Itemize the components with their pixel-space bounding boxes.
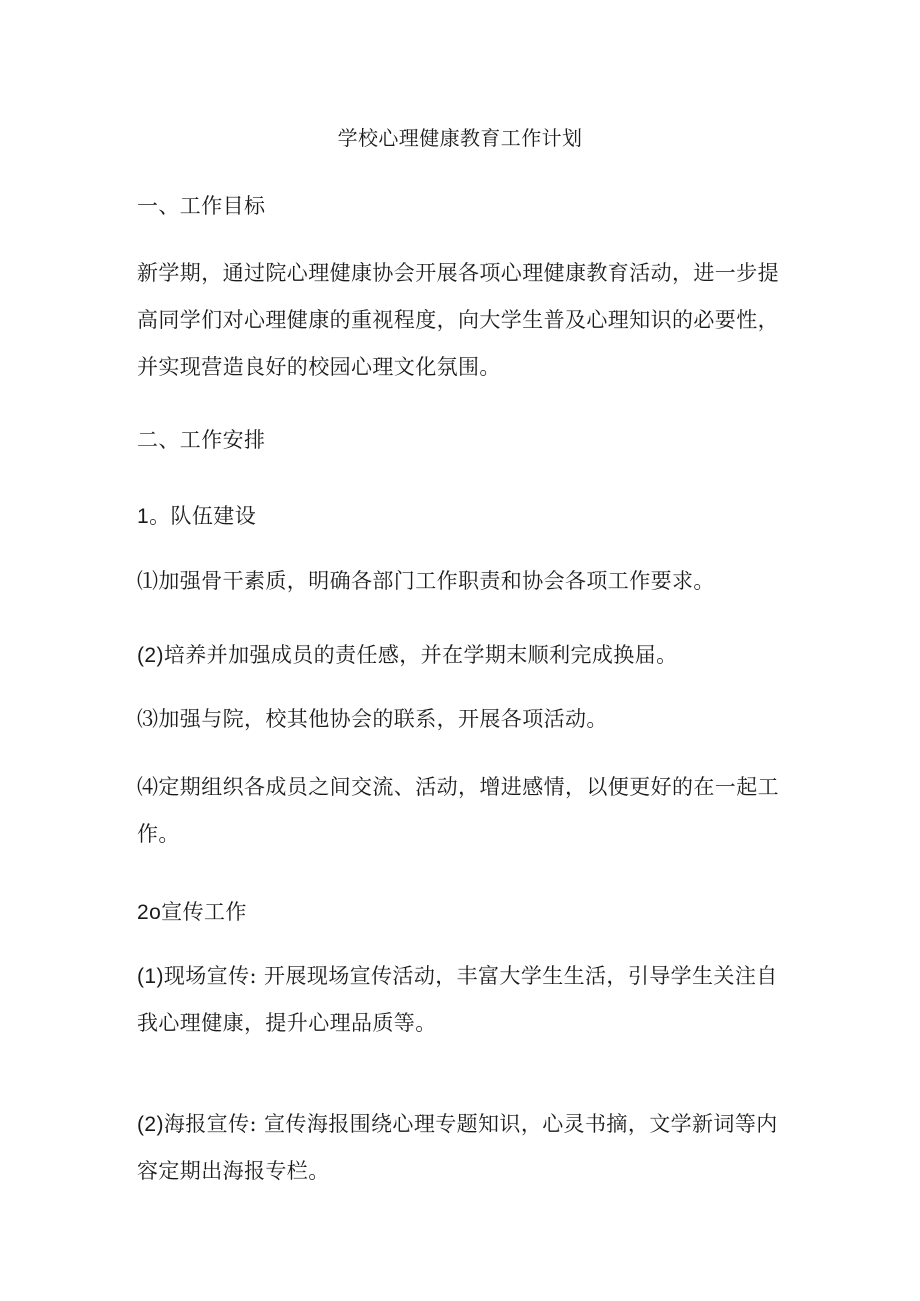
subsection-1-number: 1: [137, 505, 150, 528]
publicity-item-1: [137, 953, 797, 1047]
paragraph-line: 容定期出海报专栏。: [137, 1159, 330, 1183]
section-1-paragraph: [137, 250, 797, 391]
subsection-1-heading: [137, 502, 256, 531]
publicity-item-2-text: 海报宣传: 宣传海报围绕心理专题知识，心灵书摘，文学新词等内: [163, 1112, 778, 1136]
paragraph-line: 我心理健康，提升心理品质等。: [137, 1011, 437, 1035]
paragraph-line: [137, 1101, 797, 1148]
section-1-heading: 一、工作目标: [137, 194, 266, 218]
subsection-2-heading: [137, 898, 247, 927]
publicity-item-1-number: (1): [137, 965, 164, 988]
team-item-2: [137, 641, 677, 670]
paragraph-line: 高同学们对心理健康的重视程度，向大学生普及心理知识的必要性，: [137, 308, 779, 332]
team-item-1: ⑴加强骨干素质，明确各部门工作职责和协会各项工作要求。: [137, 569, 715, 593]
paragraph-line: [137, 953, 797, 1000]
team-item-2-number: (2): [137, 644, 164, 667]
subsection-2-title: 宣传工作: [161, 900, 247, 924]
subsection-1-title: 。队伍建设: [149, 504, 257, 528]
paragraph-line: 新学期，通过院心理健康协会开展各项心理健康教育活动，进一步提: [137, 261, 779, 285]
section-2-heading: 二、工作安排: [137, 428, 266, 452]
team-item-2-text: 培养并加强成员的责任感，并在学期末顺利完成换届。: [163, 643, 678, 667]
document-title: 学校心理健康教育工作计划: [337, 126, 583, 150]
team-item-3: ⑶加强与院，校其他协会的联系，开展各项活动。: [137, 707, 608, 731]
paragraph-line: 并实现营造良好的校园心理文化氛围。: [137, 355, 501, 379]
subsection-2-number: 2o: [137, 901, 162, 924]
publicity-item-1-text: 现场宣传: 开展现场宣传活动，丰富大学生生活，引导学生关注自: [163, 964, 778, 988]
team-item-4: [137, 764, 797, 858]
paragraph-line: 作。: [137, 822, 180, 846]
publicity-item-2: [137, 1101, 797, 1195]
paragraph-line: ⑷定期组织各成员之间交流、活动，增进感情，以便更好的在一起工: [137, 775, 779, 799]
publicity-item-2-number: (2): [137, 1113, 164, 1136]
